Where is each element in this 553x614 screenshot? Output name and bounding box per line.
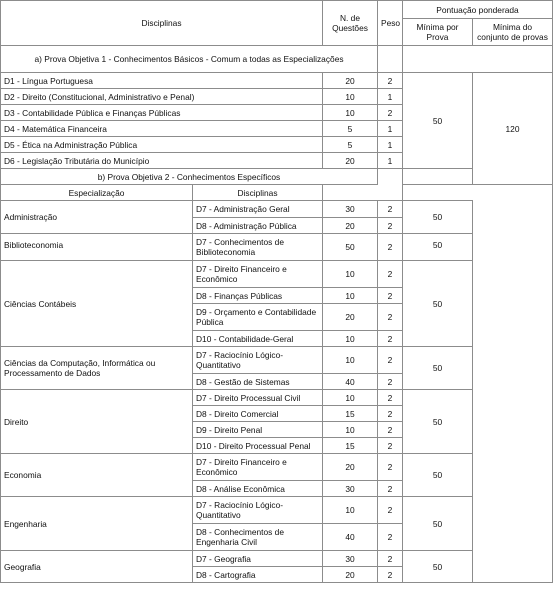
- table-cell-peso: 2: [378, 390, 403, 406]
- minima-economia: 50: [403, 454, 473, 497]
- especializacao-engenharia: Engenharia: [1, 497, 193, 551]
- table-cell-questoes: 20: [323, 73, 378, 89]
- table-cell-questoes: 30: [323, 551, 378, 567]
- minima-conjunto-value: 120: [473, 73, 553, 185]
- table-row-disciplina: D8 - Gestão de Sistemas: [193, 374, 323, 390]
- table-cell-peso: 2: [378, 374, 403, 390]
- table-cell-peso: 2: [378, 218, 403, 234]
- minima-engenharia: 50: [403, 497, 473, 551]
- especializacao-direito: Direito: [1, 390, 193, 454]
- table-cell-questoes: 5: [323, 121, 378, 137]
- table-cell-peso: 2: [378, 261, 403, 288]
- table-cell-peso: 2: [378, 347, 403, 374]
- table-cell-questoes: 5: [323, 137, 378, 153]
- table-cell-peso: 2: [378, 234, 403, 261]
- table-cell-questoes: 10: [323, 288, 378, 304]
- table-row-disciplina: D7 - Conhecimentos de Biblioteconomia: [193, 234, 323, 261]
- table-cell-peso: 2: [378, 422, 403, 438]
- table-row-disciplina: D10 - Contabilidade-Geral: [193, 331, 323, 347]
- table-cell-questoes: 40: [323, 374, 378, 390]
- table-cell-questoes: 10: [323, 390, 378, 406]
- table-cell-questoes: 50: [323, 234, 378, 261]
- table-cell-peso: 2: [378, 481, 403, 497]
- header-minima-por-prova: Mínima por Prova: [403, 19, 473, 46]
- table-cell-peso: 2: [378, 567, 403, 583]
- table-cell-questoes: 10: [323, 347, 378, 374]
- table-cell-peso: 1: [378, 121, 403, 137]
- table-cell-questoes: 10: [323, 89, 378, 105]
- table-cell-peso: 2: [378, 454, 403, 481]
- table-cell-peso: 2: [378, 438, 403, 454]
- header-minima-conjunto: Mínima do conjunto de provas: [473, 19, 553, 46]
- section-a-minima: 50: [403, 73, 473, 169]
- table-row-disciplina: D10 - Direito Processual Penal: [193, 438, 323, 454]
- table-row-disciplina: D9 - Direito Penal: [193, 422, 323, 438]
- table-row-disciplina: D8 - Cartografia: [193, 567, 323, 583]
- table-cell-peso: 2: [378, 551, 403, 567]
- header-n-questoes: N. de Questões: [323, 1, 378, 46]
- minima-ciencias-contabeis: 50: [403, 261, 473, 347]
- table-cell-questoes: 30: [323, 481, 378, 497]
- table-cell-peso: 2: [378, 331, 403, 347]
- minima-administracao: 50: [403, 201, 473, 234]
- table-cell-questoes: 10: [323, 422, 378, 438]
- table-row-disciplina: D8 - Análise Econômica: [193, 481, 323, 497]
- table-row-disciplina: D8 - Administração Pública: [193, 218, 323, 234]
- table-cell-peso: 1: [378, 137, 403, 153]
- table-cell-peso: 2: [378, 497, 403, 524]
- table-cell-peso: 1: [378, 89, 403, 105]
- table-row-disciplina: D7 - Direito Financeiro e Econômico: [193, 454, 323, 481]
- especializacao-biblioteconomia: Biblioteconomia: [1, 234, 193, 261]
- table-cell-peso: 2: [378, 524, 403, 551]
- table-row-disciplina: D7 - Geografia: [193, 551, 323, 567]
- table-row-disciplina: D3 - Contabilidade Pública e Finanças Públicas: [1, 105, 323, 121]
- column-disciplinas: Disciplinas: [193, 185, 323, 201]
- table-row-disciplina: D4 - Matemática Financeira: [1, 121, 323, 137]
- table-cell-questoes: 40: [323, 524, 378, 551]
- section-a-title: a) Prova Objetiva 1 - Conhecimentos Básicos - Comum a todas as Especializações: [1, 46, 378, 73]
- header-pontuacao-ponderada: Pontuação ponderada: [403, 1, 553, 19]
- table-cell-questoes: 10: [323, 497, 378, 524]
- table-cell-peso: 2: [378, 105, 403, 121]
- table-cell-peso: 2: [378, 304, 403, 331]
- table-cell-questoes: 10: [323, 105, 378, 121]
- table-cell-questoes: 30: [323, 201, 378, 218]
- table-cell-questoes: 10: [323, 331, 378, 347]
- table-cell-peso: 2: [378, 288, 403, 304]
- especializacao-administracao: Administração: [1, 201, 193, 234]
- table-cell-peso: 2: [378, 406, 403, 422]
- table-cell-questoes: 15: [323, 438, 378, 454]
- table-row-disciplina: D7 - Direito Processual Civil: [193, 390, 323, 406]
- table-cell-questoes: 15: [323, 406, 378, 422]
- table-row-disciplina: D7 - Administração Geral: [193, 201, 323, 218]
- table-row-disciplina: D5 - Ética na Administração Pública: [1, 137, 323, 153]
- table-cell-questoes: 20: [323, 567, 378, 583]
- table-cell-questoes: 20: [323, 153, 378, 169]
- header-peso: Peso: [378, 1, 403, 46]
- table-cell-peso: 2: [378, 201, 403, 218]
- minima-computacao: 50: [403, 347, 473, 390]
- minima-direito: 50: [403, 390, 473, 454]
- table-row-disciplina: D7 - Raciocínio Lógico-Quantitativo: [193, 347, 323, 374]
- table-row-disciplina: D9 - Orçamento e Contabilidade Pública: [193, 304, 323, 331]
- table-row-disciplina: D7 - Raciocínio Lógico-Quantitativo: [193, 497, 323, 524]
- table-cell-peso: 2: [378, 73, 403, 89]
- especializacao-computacao: Ciências da Computação, Informática ou Processamento de Dados: [1, 347, 193, 390]
- table-row-disciplina: D7 - Direito Financeiro e Econômico: [193, 261, 323, 288]
- especializacao-economia: Economia: [1, 454, 193, 497]
- table-cell-questoes: 10: [323, 261, 378, 288]
- table-row-disciplina: D1 - Língua Portuguesa: [1, 73, 323, 89]
- table-row-disciplina: D8 - Finanças Públicas: [193, 288, 323, 304]
- header-disciplinas: Disciplinas: [1, 1, 323, 46]
- especializacao-ciencias-contabeis: Ciências Contábeis: [1, 261, 193, 347]
- table-row-disciplina: D8 - Direito Comercial: [193, 406, 323, 422]
- minima-geografia: 50: [403, 551, 473, 583]
- table-cell-questoes: 20: [323, 218, 378, 234]
- table-cell-questoes: 20: [323, 304, 378, 331]
- minima-biblioteconomia: 50: [403, 234, 473, 261]
- column-especializacao: Especialização: [1, 185, 193, 201]
- table-row-disciplina: D6 - Legislação Tributária do Município: [1, 153, 323, 169]
- table-row-disciplina: D8 - Conhecimentos de Engenharia Civil: [193, 524, 323, 551]
- especializacao-geografia: Geografia: [1, 551, 193, 583]
- table-cell-questoes: 20: [323, 454, 378, 481]
- table-cell-peso: 1: [378, 153, 403, 169]
- section-b-title: b) Prova Objetiva 2 - Conhecimentos Específicos: [1, 169, 378, 185]
- table-row-disciplina: D2 - Direito (Constitucional, Administrativo e Penal): [1, 89, 323, 105]
